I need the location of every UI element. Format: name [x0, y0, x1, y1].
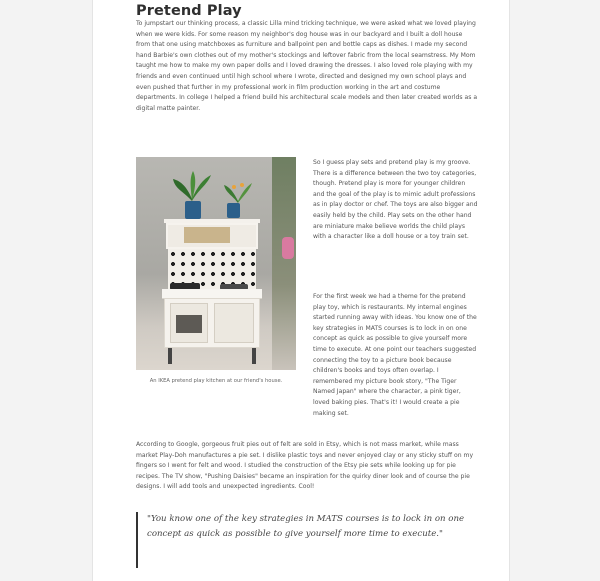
paragraph-etsy: According to Google, gorgeous fruit pies out of felt are sold in Etsy, which is not mass market, while mass market Play-Doh manufactures a pie set. I dislike plastic toys and never enjoyed clay or any sticky stuff on my fingers so I went for felt and wood. I studied the construction of the Etsy pie sets while looking up for pie recipes. The TV show, "Pushing Daisies" became an inspiration for the quirky diner look and of course the pie designs. I will add tools and unexpected ingredients. Cool! — [136, 441, 474, 491]
kitchen-photo — [136, 157, 296, 370]
intro-paragraph: To jumpstart our thinking process, a classic Lilla mind tricking technique, we were asked what we loved playing when we were kids. For some reason my neighbor's dog house was in our backyard and I built a doll house from that one using matchboxes as furniture and ballpoint pen and bottle caps as dishes. I made my second hand Barbie's own clothes out of my mother's stockings and leftover fabric from the local seamstress. My Mom taught me how to make my own paper dolls and I loved drawing the dresses. I also loved role playing with my friends and even continued until high school where I wrote, directed and designed my own school plays and even pushed that further in my professional work in film production working in the art and costume departments. In college I helped a friend build his architectural scale models and then later created worlds as a digital matte painter. — [136, 20, 478, 112]
figure-caption: An IKEA pretend play kitchen at our friend's house. — [149, 378, 283, 384]
pull-quote — [136, 512, 480, 568]
paragraph-restaurant-theme: For the first week we had a theme for the pretend play toy, which is restaurants. My internal engines started running away with ideas. You know one of the key strategies in MATS courses is to lock in on one concept as quick as possible to give yourself more time to execute. At one point our teachers suggested connecting the toy to a picture book because children's books and toys often overlap. I remembered my picture book story, "The Tiger Named Japan" where the character, a pink tiger, loved baking pies. That's it! I would create a pie making set. — [313, 293, 477, 417]
article-page — [92, 0, 510, 581]
pull-quote-text: "You know one of the key strategies in MATS courses is to lock in on one concept as quick as possible to give yourself more time to execute." — [147, 514, 465, 540]
paragraph-play-sets: So I guess play sets and pretend play is my groove. There is a difference between the two toy categories, though. Pretend play is more for younger children and the goal of the play is to mimic adult professions as in play doctor or chef. The toys are also bigger and easily held by the child. Play sets on the other hand are miniature make believe worlds the child plays with a character like a doll house or a toy train set. — [313, 159, 478, 241]
article-title: Pretend Play — [136, 3, 242, 19]
figure — [136, 157, 299, 384]
